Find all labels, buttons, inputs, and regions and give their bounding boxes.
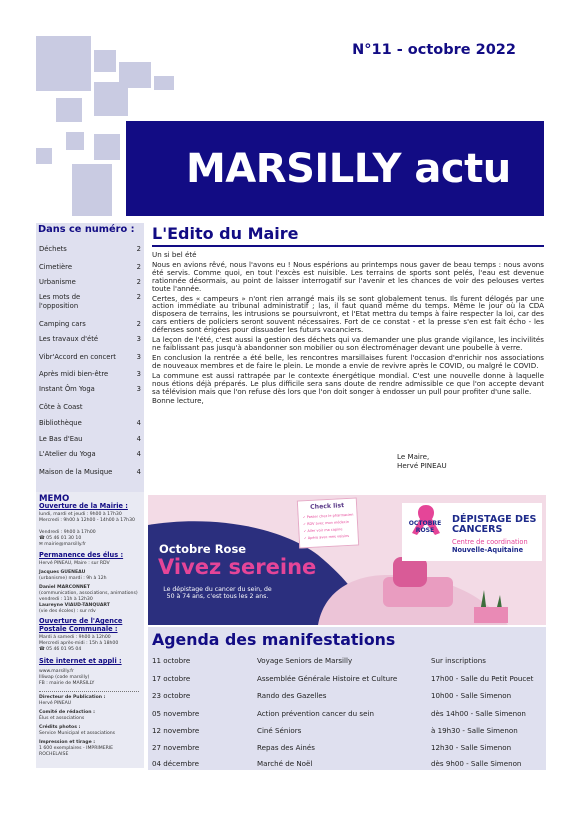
organisation-details xyxy=(452,538,528,554)
agenda-date: 23 octobre xyxy=(152,691,191,700)
credit-line: Service Municipal et associations xyxy=(39,731,116,736)
memo-line: Daniel MARCONNET xyxy=(39,585,90,590)
checklist-item: ✓ RDV avec mon médecin xyxy=(302,519,350,527)
agenda-row xyxy=(148,674,546,686)
agenda-date: 17 octobre xyxy=(152,674,191,683)
agenda-info: 10h00 - Salle Simenon xyxy=(431,691,512,700)
toc-item[interactable]: Les travaux d'été 3 xyxy=(39,335,141,343)
memo-line: Hervé PINEAU, Maire : sur RDV xyxy=(39,561,110,566)
credit-line: Crédits photos : xyxy=(39,725,81,730)
mairie-heading: Ouverture de la Mairie : xyxy=(39,502,128,510)
agenda-row xyxy=(148,759,546,771)
memo-line: Illiwap (code marsilly) xyxy=(39,675,90,680)
memo-line: Mercredi après-midi : 15h à 18h00 xyxy=(39,641,119,646)
edito-paragraph: Bonne lecture, xyxy=(152,396,204,406)
memo-line: FB : mairie de MARSILLY xyxy=(39,681,95,686)
checklist-title: Check list xyxy=(309,502,345,511)
memo-line: Vendredi : 9h00 à 17h00 xyxy=(39,530,96,535)
agenda-event: Repas des Ainés xyxy=(257,743,315,752)
checklist-item: ✓ Aller voir ma copine xyxy=(303,527,343,534)
checklist-item: ✓ Passer chez le pharmacien xyxy=(302,512,354,520)
elus-heading: Permanence des élus : xyxy=(39,551,124,559)
toc-item[interactable]: Instant Ôm Yoga 3 xyxy=(39,385,141,393)
agenda-date: 12 novembre xyxy=(152,726,200,735)
masthead-header xyxy=(36,36,544,216)
checklist-card xyxy=(297,497,359,548)
agenda-event: Action prévention cancer du sein xyxy=(257,709,374,718)
organisation-card xyxy=(402,503,542,561)
toc-item[interactable]: Maison de la Musique 4 xyxy=(39,468,141,476)
banner-text: Le dépistage du cancer du sein, de 50 à 74 ans, c'est tous les 2 ans. xyxy=(163,586,272,601)
toc-item[interactable]: Les mots de l'opposition 2 xyxy=(39,293,141,310)
agenda-date: 27 novembre xyxy=(152,743,200,752)
edito-paragraph: Nous en avions rêvé, nous l'avons eu ! Nous espérions au printemps nous gaver de beau temps : nous avons été servis. Comme quoi, en tout l'excès est nuisible. Les terrains de sports sont pelés, l'eau est devenue rationnée désormais, au point de laisser interrogatif sur l'avenir et les chances de voir des pelouses vertes toute l'année. xyxy=(152,259,544,293)
toc-item[interactable]: Urbanisme 2 xyxy=(39,278,141,286)
signature xyxy=(397,453,447,470)
edito-paragraph: Certes, des « campeurs » n'ont rien arrangé mais ils se sont globalement tenus. Ils furent délogés par une action immédiate au tribunal administratif ; las, il faut quand même du temps. Même le jour où la CDA disposera de terrains, les intrusions se poursuivront, et l'Etat mettra du temps à faire respecter la loi, car des cars entiers de policiers seront souvent nécessaires. Fort de ce constat - et la presse s'en est fait écho - les défenses sont érigées pour dissuader les futurs vacanciers. xyxy=(152,293,544,335)
agenda-info: dès 9h00 - Salle Simenon xyxy=(431,759,522,768)
phone-line[interactable]: ☎ 05 46 01 30 10 xyxy=(39,536,82,541)
agenda-date: 11 octobre xyxy=(152,656,191,665)
divider xyxy=(39,691,139,692)
agenda-row xyxy=(148,726,546,738)
site-heading: Site internet et appli : xyxy=(39,657,122,665)
agenda-event: Rando des Gazelles xyxy=(257,691,327,700)
toc-item[interactable]: L'Atelier du Yoga 4 xyxy=(39,450,141,458)
toc-item[interactable]: Côte à Coast xyxy=(39,403,83,411)
agenda-row xyxy=(148,691,546,703)
edito-divider xyxy=(152,245,544,247)
toc-item[interactable]: Le Bas d'Eau 4 xyxy=(39,435,141,443)
memo-line: lundi, mardi et jeudi : 9h00 à 17h30 xyxy=(39,512,122,517)
octobre-rose-badge: OCTOBRE ROSE xyxy=(408,520,442,534)
credit-line: Élus et associations xyxy=(39,716,85,721)
agenda-event: Marché de Noël xyxy=(257,759,313,768)
agenda-info: 12h30 - Salle Simenon xyxy=(431,743,512,752)
edito-paragraph: La leçon de l'été, c'est aussi la gestion des déchets qui va demander une plus grande vigilance, les incivilités ne faiblissant pas jusqu'à abandonner son mobilier ou son électroménager devant une poubelle à verre. xyxy=(152,335,544,352)
agenda-info: 17h00 - Salle du Petit Poucet xyxy=(431,674,534,683)
memo-line: Mercredi : 9h00 à 12h00 - 14h00 à 17h30 xyxy=(39,518,135,523)
checklist-item: ✓ Apéro avec mes voisins xyxy=(303,533,350,541)
toc-item[interactable]: Bibliothèque 4 xyxy=(39,419,141,427)
toc-title: Dans ce numéro : xyxy=(38,224,135,235)
agenda-info: dès 14h00 - Salle Simenon xyxy=(431,709,526,718)
credit-line: Directeur de Publication : xyxy=(39,695,106,700)
toc-item[interactable]: Cimetière 2 xyxy=(39,263,141,271)
credit-line: Comité de rédaction : xyxy=(39,710,95,715)
memo-line: (urbanisme) mardi : 9h à 12h xyxy=(39,576,107,581)
credit-line: 1 600 exemplaires - IMPRIMERIE ROCHELAISE xyxy=(39,746,114,757)
banner-title: Octobre Rose xyxy=(159,542,247,556)
agence-heading: Ouverture de l'Agence Postale Communale : xyxy=(39,617,123,633)
memo-line: Mardi à samedi : 9h00 à 12h00 xyxy=(39,635,111,640)
edito-paragraph: Un si bel été xyxy=(152,250,197,259)
agenda-row xyxy=(148,743,546,755)
agenda-title: Agenda des manifestations xyxy=(152,630,396,649)
signature-role: Le Maire, xyxy=(397,452,430,461)
credit-line: Hervé PINEAU xyxy=(39,701,72,706)
agenda-date: 05 novembre xyxy=(152,709,200,718)
memo-line: (vie des écoles) : sur rdv xyxy=(39,609,96,614)
agenda-row xyxy=(148,656,546,668)
email-link[interactable]: ✉ mairie@marsilly.fr xyxy=(39,542,86,547)
toc-item[interactable]: Après midi bien-être 3 xyxy=(39,370,141,378)
agenda-info: Sur inscriptions xyxy=(431,656,486,665)
edito-paragraph: La commune est aussi rattrapée par le contexte énergétique mondial. C'est une nouvelle donne à laquelle nous étions déjà préparés. Le plus difficile sera sans doute de rendre admissible ce que l'on accepte devant sa télévision mais que l'on refuse dès lors que l'on doit songer à endosser un pull pour profiter d'une salle. xyxy=(152,370,544,396)
edito-body xyxy=(152,251,544,407)
toc-item[interactable]: Camping cars 2 xyxy=(39,320,141,328)
organisation-center: Centre de coordination xyxy=(452,538,528,546)
agenda-panel xyxy=(148,627,546,770)
memo-line: Jacques GUENEAU xyxy=(39,570,86,575)
website-link[interactable]: www.marsilly.fr xyxy=(39,669,74,674)
memo-line: (communication, associations, animations) vendredi : 11h à 12h30 xyxy=(39,591,138,602)
credit-line: Impression et tirage : xyxy=(39,740,96,745)
masthead-title: MARSILLY actu xyxy=(186,146,511,192)
agenda-event: Assemblée Générale Histoire et Culture xyxy=(257,674,398,683)
agenda-event: Voyage Seniors de Marsilly xyxy=(257,656,353,665)
agenda-date: 04 décembre xyxy=(152,759,199,768)
memo-panel xyxy=(36,492,144,768)
signature-name: Hervé PINEAU xyxy=(397,460,447,470)
organisation-name: DÉPISTAGE DES CANCERS xyxy=(452,514,537,535)
toc-item[interactable]: Déchets 2 xyxy=(39,245,141,253)
agenda-row xyxy=(148,709,546,721)
organisation-region: Nouvelle-Aquitaine xyxy=(452,546,524,554)
octobre-rose-banner[interactable] xyxy=(148,495,546,625)
agenda-event: Ciné Séniors xyxy=(257,726,302,735)
issue-number: N°11 - octobre 2022 xyxy=(352,42,516,58)
edito-paragraph: En conclusion la rentrée a été belle, les rencontres marsillaises furent l'occasion d'enrichir nos associations de nouveaux membres et de faire le plein. Le monde a envie de revivre après le COVID, ou malgré le COVID. xyxy=(152,352,544,370)
toc-item[interactable]: Vibr'Accord en concert 3 xyxy=(39,353,141,361)
memo-line: Laureyne VIAUD-TANQUART xyxy=(39,603,110,608)
memo-title: MEMO xyxy=(39,494,70,504)
phone-line[interactable]: ☎ 05 46 01 95 04 xyxy=(39,647,82,652)
agenda-info: à 19h30 - Salle Simenon xyxy=(431,726,518,735)
banner-subtitle: Vivez sereine xyxy=(158,555,317,579)
edito-title: L'Edito du Maire xyxy=(152,224,299,243)
